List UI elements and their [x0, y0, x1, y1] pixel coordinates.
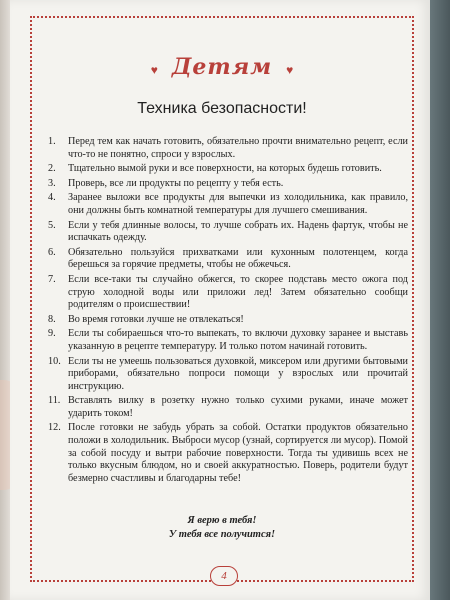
list-item: [48, 192, 408, 217]
rule-number: 12.: [48, 422, 61, 434]
list-item: [48, 356, 408, 394]
rule-number: 3.: [48, 177, 56, 189]
rule-number: 1.: [48, 136, 56, 147]
rule-text: Если ты не умеешь пользоваться духовкой, миксером или другими бытовыми приборами, обязательно попроси помощи у взрослых или прочитай инструкцию.: [68, 355, 408, 392]
rule-number: 9.: [48, 328, 56, 340]
list-item: [48, 163, 408, 176]
rule-text: Перед тем как начать готовить, обязательно прочти внимательно рецепт, если что-то не понятно, спроси у взрослых.: [68, 136, 408, 160]
page-subtitle: Техника безопасности!: [137, 100, 307, 117]
list-item: [48, 178, 408, 191]
heart-icon: ♥: [286, 62, 294, 77]
rule-number: 11.: [48, 395, 61, 407]
rule-text: Тщательно вымой руки и все поверхности, на которых будешь готовить.: [68, 163, 382, 175]
rule-number: 4.: [48, 192, 56, 204]
page-number: 4: [210, 566, 238, 586]
heart-icon: ♥: [150, 62, 158, 77]
safety-rules-list: [48, 136, 408, 487]
rule-number: 10.: [48, 355, 61, 367]
list-item: [48, 314, 408, 327]
list-item: [48, 136, 408, 161]
rule-number: 6.: [48, 246, 56, 258]
closing-line-2: У тебя все получится!: [168, 529, 276, 540]
closing-line-1: Я верю в тебя!: [187, 515, 257, 526]
list-item: [48, 422, 408, 485]
rule-text: Вставлять вилку в розетку нужно только сухими руками, иначе может ударить током!: [68, 395, 408, 419]
closing-message: [30, 514, 414, 542]
rule-text: Во время готовки лучше не отвлекаться!: [68, 313, 244, 325]
rule-text: Заранее выложи все продукты для выпечки из холодильника, как правило, они должны быть комнатной температуры для лучшего смешивания.: [68, 192, 408, 216]
page-header: [30, 54, 414, 80]
rule-number: 7.: [48, 273, 56, 285]
list-item: [48, 220, 408, 245]
rule-text: После готовки не забудь убрать за собой. Остатки продуктов обязательно положи в холодильник. Выброси мусор (узнай, сортируется ли мусор). Помой за собой посуду и вытри рабочие поверхности. Тогда ты удивишь всех не только вкусным блюдом, но и своей аккуратностью. Поверь, родители будут безмерно счастливы и благодарны тебе!: [68, 422, 408, 484]
rule-number: 2.: [48, 163, 56, 175]
rule-number: 8.: [48, 313, 56, 325]
rule-text: Проверь, все ли продукты по рецепту у тебя есть.: [68, 177, 284, 189]
rule-text: Обязательно пользуйся прихватками или кухонным полотенцем, когда берешься за горячие предметы, чтобы не обжечься.: [68, 246, 408, 271]
background-right-edge: [428, 0, 450, 600]
list-item: [48, 274, 408, 312]
rule-number: 5.: [48, 219, 56, 231]
list-item: [48, 328, 408, 353]
list-item: [48, 395, 408, 420]
book-page: [10, 0, 430, 600]
rule-text: Если у тебя длинные волосы, то лучше собрать их. Надень фартук, чтобы не испачкать одежду.: [68, 219, 408, 244]
rule-text: Если все-таки ты случайно обжегся, то скорее подставь место ожога под струю холодной воды или приложи лед! Затем обязательно сообщи родителям о происшествии!: [68, 273, 408, 311]
rule-text: Если ты собираешься что-то выпекать, то включи духовку заранее и выставь указанную в рецепте температуру. И только потом начинай готовить.: [68, 328, 408, 352]
section-title: Детям: [171, 54, 273, 80]
list-item: [48, 247, 408, 272]
